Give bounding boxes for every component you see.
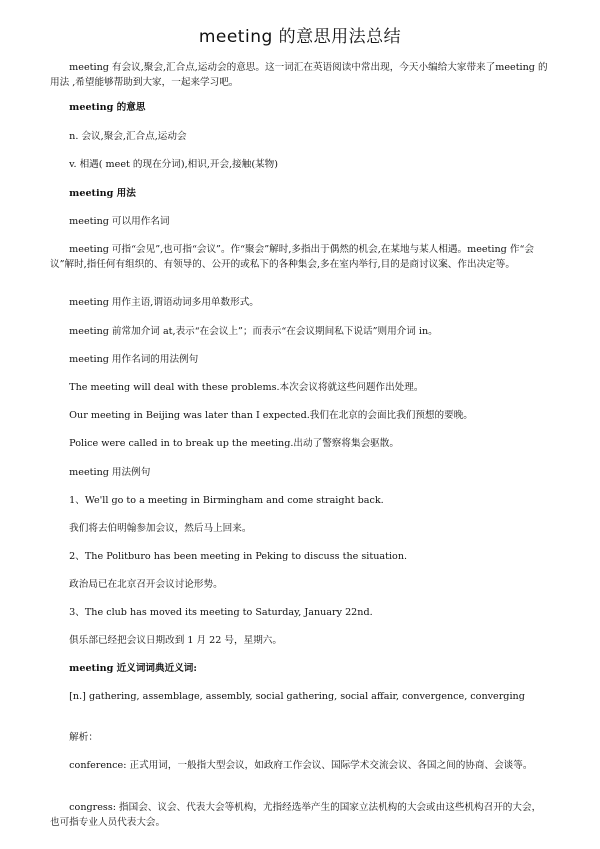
- synonyms-heading: meeting 近义词词典近义词:: [50, 663, 197, 674]
- example-sentence-2: Our meeting in Beijing was later than I expected.我们在北京的会面比我们预想的要晚。: [50, 410, 473, 421]
- numbered-example-3-en: 3、The club has moved its meeting to Saturday, January 22nd.: [50, 607, 373, 618]
- usage-explanation-paragraph: meeting 可指“会见”,也可指“会议”。作“聚会”解时,多指出于偶然的机会,在某地与某人相遇。meeting 作“会议”解时,指任何有组织的、有领导的、公开的或私下的各种集会,多在室内举行,目的是商讨议案、作出决定等。: [50, 244, 534, 270]
- congress-analysis: congress: 指国会、议会、代表大会等机构，尤指经选举产生的国家立法机构的大会或由这些机构召开的大会，也可指专业人员代表大会。: [50, 802, 542, 828]
- usage-subject-line: meeting 用作主语,谓语动词多用单数形式。: [50, 297, 259, 308]
- intro-paragraph: meeting 有会议,聚会,汇合点,运动会的意思。这一词汇在英语阅读中常出现，今天小编给大家带来了meeting 的用法 ,希望能够帮助到大家，一起来学习吧。: [50, 62, 548, 88]
- usage-noun-line: meeting 可以用作名词: [50, 216, 170, 227]
- page-title: meeting 的意思用法总结: [198, 27, 402, 47]
- numbered-example-2-en: 2、The Politburo has been meeting in Peking to discuss the situation.: [50, 551, 408, 562]
- example-sentence-3: Police were called in to break up the meeting.出动了警察将集会驱散。: [50, 438, 399, 449]
- section-heading-meaning: meeting 的意思: [50, 102, 146, 113]
- numbered-example-2-zh: 政治局已在北京召开会议讨论形势。: [50, 579, 223, 590]
- analysis-label: 解析：: [50, 732, 98, 743]
- example-sentence-1: The meeting will deal with these problems.本次会议将就这些问题作出处理。: [50, 382, 424, 393]
- synonyms-list: [n.] gathering, assemblage, assembly, social gathering, social affair, convergence, converging: [50, 691, 525, 702]
- numbered-example-1-en: 1、We'll go to a meeting in Birmingham and come straight back.: [50, 495, 384, 506]
- usage-examples-heading: meeting 用法例句: [50, 467, 151, 478]
- conference-analysis: conference: 正式用词，一般指大型会议，如政府工作会议、国际学术交流会议、各国之间的协商、会谈等。: [50, 760, 533, 771]
- section-heading-usage: meeting 用法: [50, 188, 136, 199]
- numbered-example-3-zh: 俱乐部已经把会议日期改到 1 月 22 号，星期六。: [50, 635, 282, 646]
- noun-definition: n. 会议,聚会,汇合点,运动会: [50, 131, 187, 142]
- verb-definition: v. 相遇( meet 的现在分词),相识,开会,接触(某物): [50, 159, 279, 170]
- noun-examples-heading: meeting 用作名词的用法例句: [50, 354, 199, 365]
- numbered-example-1-zh: 我们将去伯明翰参加会议，然后马上回来。: [50, 523, 252, 534]
- usage-preposition-line: meeting 前常加介词 at,表示“在会议上”；而表示“在会议期间私下说话”则用介词 in。: [50, 326, 438, 337]
